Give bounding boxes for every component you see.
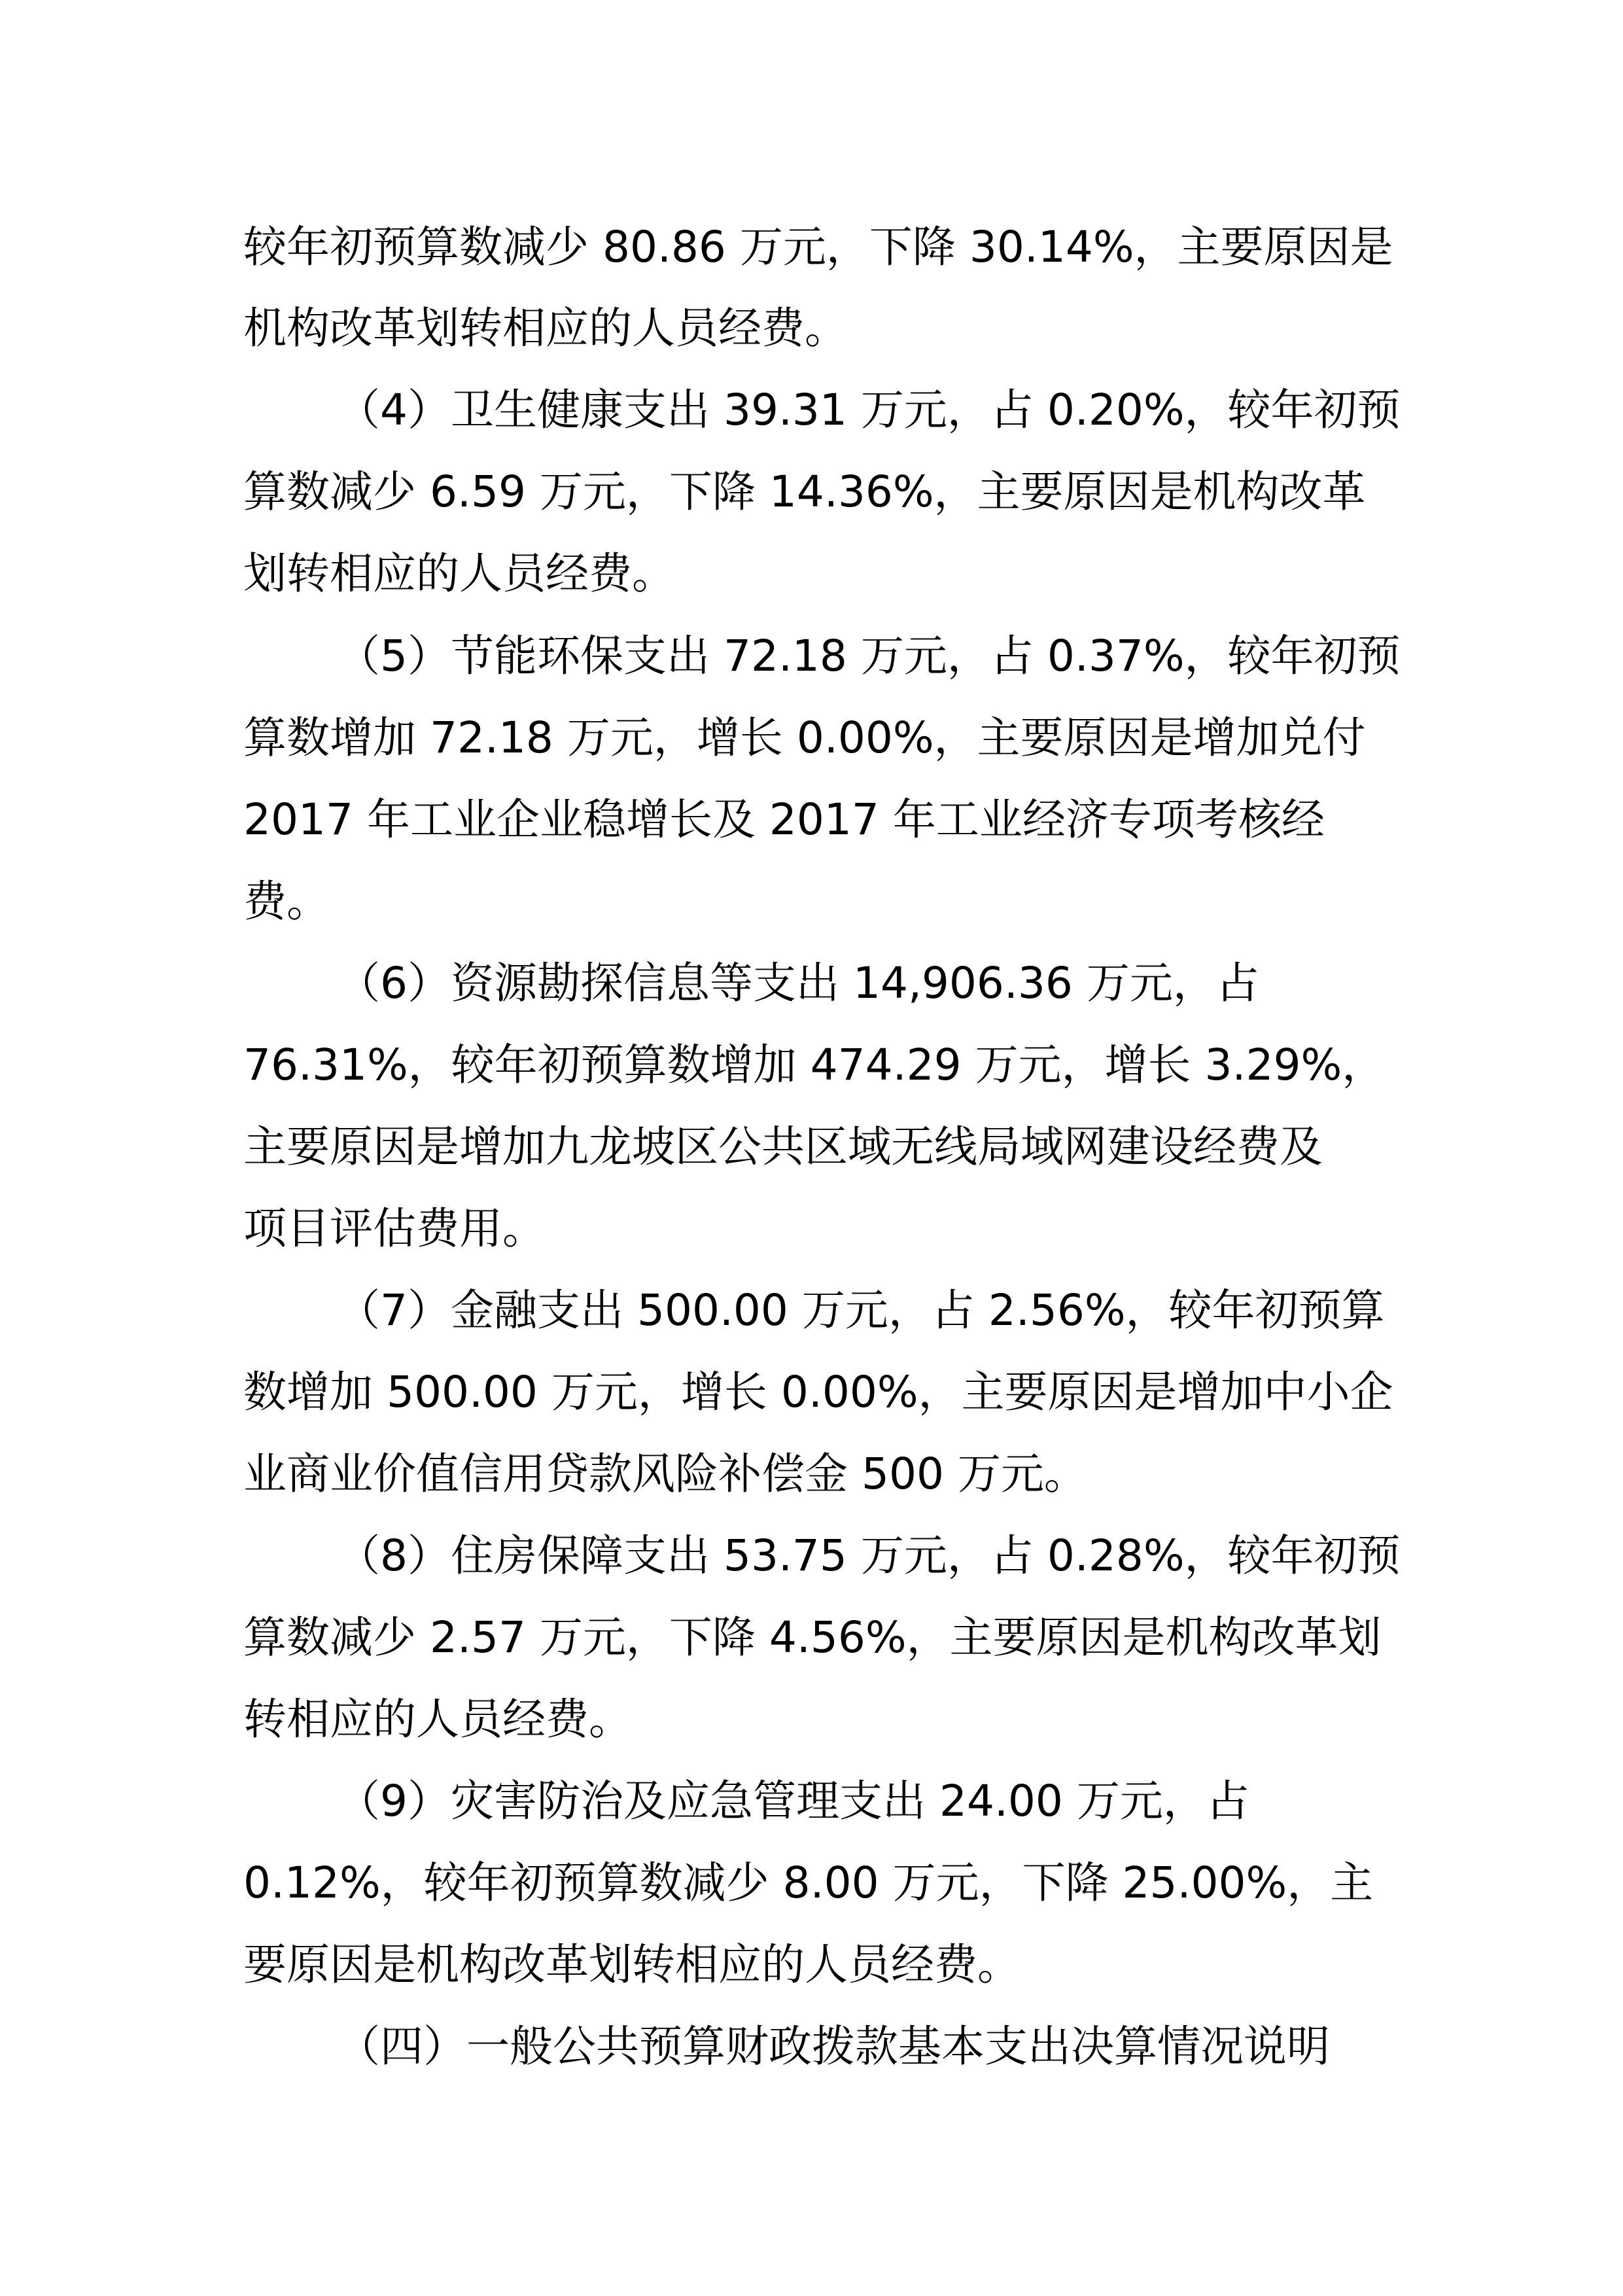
body-text-line: 转相应的人员经费。 bbox=[243, 1694, 632, 1744]
body-text-line: 项目评估费用。 bbox=[243, 1203, 546, 1254]
item-6-heading-line: （6）资源勘探信息等支出 14,906.36 万元，占 bbox=[337, 958, 1259, 1008]
item-4-heading-line: （4）卫生健康支出 39.31 万元，占 0.20%，较年初预 bbox=[337, 385, 1401, 435]
body-text-line: 算数增加 72.18 万元，增长 0.00%，主要原因是增加兑付 bbox=[243, 713, 1366, 763]
body-text-line: 费。 bbox=[243, 876, 330, 927]
body-text-line: 要原因是机构改革划转相应的人员经费。 bbox=[243, 1939, 1021, 1990]
body-text-line: 76.31%，较年初预算数增加 474.29 万元，增长 3.29%， bbox=[243, 1040, 1386, 1090]
item-5-heading-line: （5）节能环保支出 72.18 万元，占 0.37%，较年初预 bbox=[337, 631, 1401, 681]
body-text-line: 主要原因是增加九龙坡区公共区域无线局域网建设经费及 bbox=[243, 1122, 1323, 1172]
body-text-line: 业商业价值信用贷款风险补偿金 500 万元。 bbox=[243, 1449, 1087, 1499]
body-text-line: 划转相应的人员经费。 bbox=[243, 548, 675, 599]
body-text-line: 0.12%，较年初预算数减少 8.00 万元，下降 25.00%，主 bbox=[243, 1858, 1374, 1908]
item-8-heading-line: （8）住房保障支出 53.75 万元，占 0.28%，较年初预 bbox=[337, 1530, 1401, 1581]
body-text-line: 机构改革划转相应的人员经费。 bbox=[243, 303, 848, 353]
body-text-line: 算数减少 2.57 万元，下降 4.56%，主要原因是机构改革划 bbox=[243, 1612, 1382, 1663]
body-text-line: 算数减少 6.59 万元，下降 14.36%，主要原因是机构改革 bbox=[243, 467, 1366, 517]
body-text-line: 2017 年工业企业稳增长及 2017 年工业经济专项考核经 bbox=[243, 794, 1325, 845]
item-9-heading-line: （9）灾害防治及应急管理支出 24.00 万元，占 bbox=[337, 1776, 1249, 1826]
section-4-heading: （四）一般公共预算财政拨款基本支出决算情况说明 bbox=[337, 2021, 1330, 2072]
body-text-line: 数增加 500.00 万元，增长 0.00%，主要原因是增加中小企 bbox=[243, 1367, 1393, 1417]
item-7-heading-line: （7）金融支出 500.00 万元，占 2.56%，较年初预算 bbox=[337, 1285, 1385, 1335]
body-text-line: 较年初预算数减少 80.86 万元，下降 30.14%，主要原因是 bbox=[243, 222, 1393, 272]
